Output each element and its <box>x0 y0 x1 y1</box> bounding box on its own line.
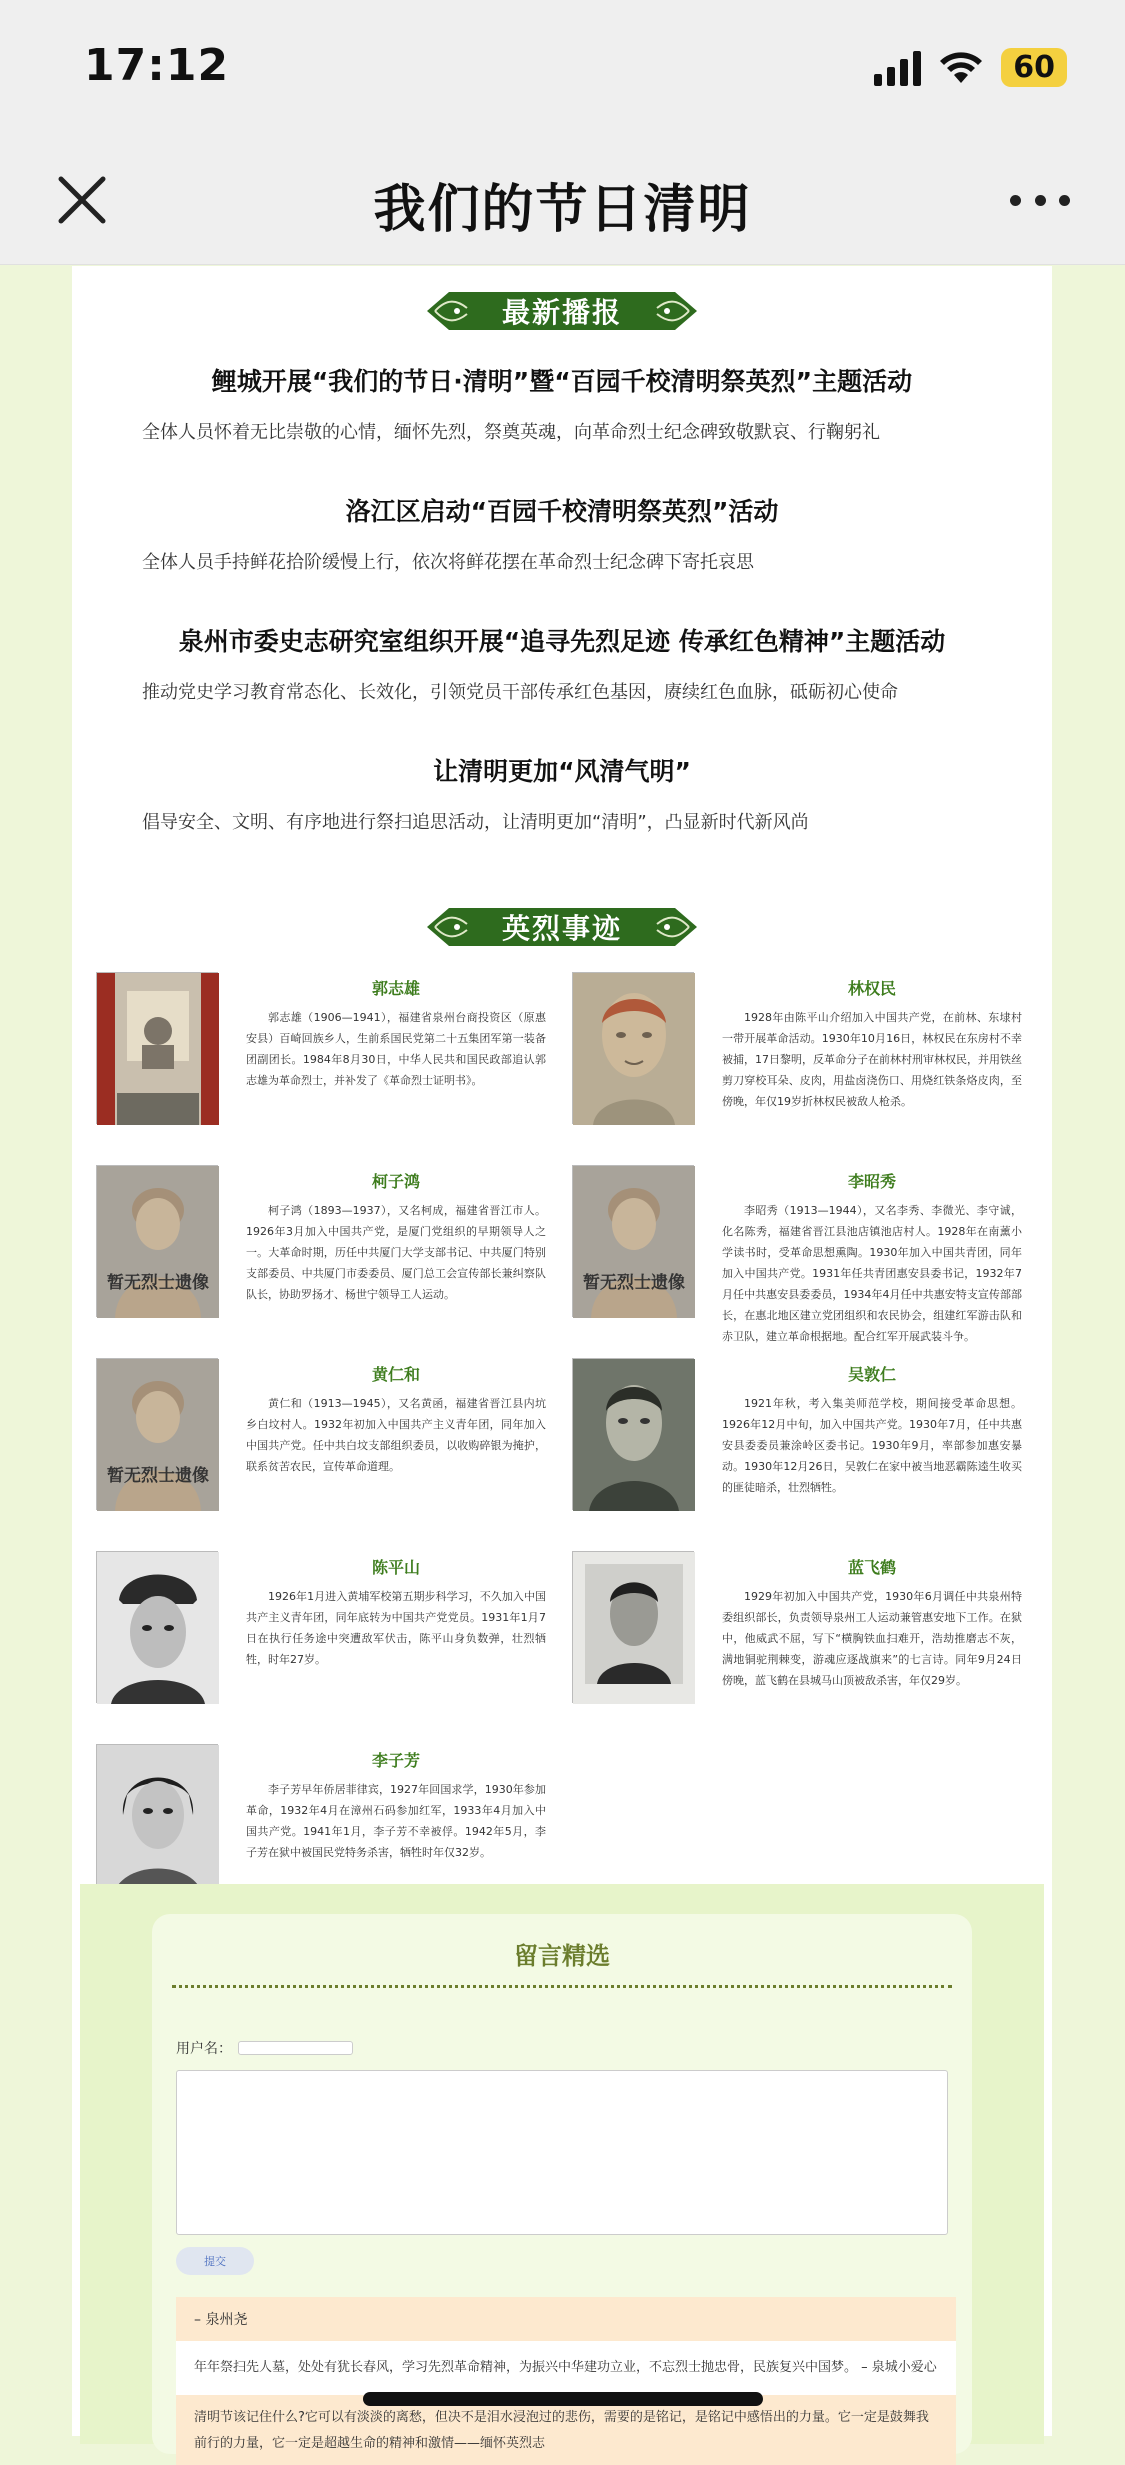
martyr-portrait <box>572 1551 694 1703</box>
martyr-portrait <box>96 1744 218 1896</box>
martyr-card <box>96 972 566 1147</box>
martyr-statue <box>96 1165 218 1317</box>
martyr-name[interactable]: 黄仁和 <box>371 1365 420 1384</box>
martyr-name[interactable]: 李昭秀 <box>847 1172 896 1191</box>
more-button[interactable] <box>1010 185 1070 215</box>
wifi-icon <box>939 51 983 85</box>
martyr-statue <box>96 1358 218 1510</box>
news-banner-title: 最新播报 <box>501 296 622 329</box>
martyr-portrait <box>96 1551 218 1703</box>
martyr-card <box>572 1165 1042 1343</box>
home-indicator[interactable] <box>363 2392 763 2406</box>
martyr-bio: 1926年1月进入黄埔军校第五期步科学习，不久加入中国共产主义青年团，同年底转为中国共产党党员。1931年1月7日在执行任务途中突遭敌军伏击，陈平山身负数弹，壮烈牺牲，时年27岁。 <box>246 1590 546 1666</box>
comment-list <box>176 2297 956 2465</box>
statue-caption: 暂无烈士遗像 <box>107 1273 209 1293</box>
comments-section <box>80 1884 1044 2451</box>
submit-button[interactable]: 提交 <box>176 2247 254 2275</box>
comments-title: 留言精选 <box>514 1941 610 1970</box>
martyr-card <box>96 1358 566 1533</box>
page-title: 我们的节日清明 <box>373 180 752 240</box>
martyr-photo-memorial-hall <box>96 972 218 1124</box>
martyr-name[interactable]: 吴敦仁 <box>847 1365 896 1384</box>
article-page <box>72 266 1052 2451</box>
martyr-name[interactable]: 蓝飞鹤 <box>847 1558 896 1577</box>
martyr-name[interactable]: 郭志雄 <box>371 979 420 998</box>
martyr-bio: 李子芳早年侨居菲律宾，1927年回国求学，1930年参加革命，1932年4月在漳州石码参加红军，1933年4月加入中国共产党。1941年1月，李子芳不幸被俘。1942年5月，李子芳在狱中被国民党特务杀害，牺牲时年仅32岁。 <box>246 1783 546 1859</box>
martyr-card <box>572 972 1042 1147</box>
nav-bar <box>0 135 1125 265</box>
comments-card <box>152 1914 972 2454</box>
comment-textarea[interactable] <box>176 2070 948 2235</box>
status-icons <box>874 48 1067 87</box>
news-desc: 推动党史学习教育常态化、长效化，引领党员干部传承红色基因，赓续红色血脉，砥砺初心使命 <box>142 682 898 703</box>
comment-text: 年年祭扫先人墓，处处有犹长春风，学习先烈革命精神，为振兴中华建功立业，不忘烈士抛忠骨，民族复兴中国梦。 – 泉城小爱心 <box>176 2341 956 2395</box>
martyr-bio: 1928年由陈平山介绍加入中国共产党，在前林、东埭村一带开展革命活动。1930年10月16日，林权民在东房村不幸被捕，17日黎明，反革命分子在前林村刑审林权民，并用铁丝剪刀穿校耳朵、皮肉，用盐卤浇伤口、用烧红铁条烙皮肉，至傍晚，年仅19岁折林权民被敌人枪杀。 <box>722 1011 1022 1108</box>
martyr-card <box>96 1551 566 1726</box>
news-title[interactable]: 鲤城开展“我们的节日·清明”暨“百园千校清明祭英烈”主题活动 <box>211 367 913 396</box>
news-desc: 全体人员怀着无比崇敬的心情，缅怀先烈，祭奠英魂，向革命烈士纪念碑致敬默哀、行鞠躬礼 <box>142 422 880 443</box>
status-bar <box>0 0 1125 135</box>
battery-indicator: 60 <box>1001 48 1067 87</box>
martyr-bio: 1921年秋，考入集美师范学校，期间接受革命思想。1926年12月中旬，加入中国共产党。1930年7月，任中共惠安县委委员兼涂岭区委书记。1930年9月，率部参加惠安暴动。1930年12月26日，吴敦仁在家中被当地恶霸陈逵生收买的匪徒暗杀，壮烈牺牲。 <box>722 1397 1022 1494</box>
statue-caption: 暂无烈士遗像 <box>107 1466 209 1486</box>
news-banner <box>427 288 697 334</box>
martyr-bio: 柯子鸿（1893—1937），又名柯成，福建省晋江市人。1926年3月加入中国共产党，是厦门党组织的早期领导人之一。大革命时期，历任中共厦门大学支部书记、中共厦门特别支部委员、中共厦门市委委员、厦门总工会宣传部长兼纠察队队长，协助罗扬才、杨世宁领导工人运动。 <box>246 1204 546 1301</box>
news-title[interactable]: 洛江区启动“百园千校清明祭英烈”活动 <box>345 497 779 526</box>
martyr-card <box>572 1551 1042 1726</box>
martyr-name[interactable]: 李子芳 <box>371 1751 420 1770</box>
signal-icon <box>874 50 921 86</box>
martyr-grid <box>72 972 1052 1932</box>
martyr-statue <box>572 1165 694 1317</box>
news-desc: 全体人员手持鲜花拾阶缓慢上行，依次将鲜花摆在革命烈士纪念碑下寄托哀思 <box>142 552 754 573</box>
status-time: 17:12 <box>84 40 230 91</box>
news-list <box>72 362 1052 834</box>
news-item[interactable] <box>112 752 1012 834</box>
more-icon-dot <box>1059 195 1070 206</box>
martyr-name[interactable]: 陈平山 <box>371 1558 420 1577</box>
news-title[interactable]: 让清明更加“风清气明” <box>433 757 691 786</box>
news-item[interactable] <box>112 492 1012 574</box>
statue-caption: 暂无烈士遗像 <box>583 1273 685 1293</box>
username-row <box>176 2038 972 2058</box>
martyrs-banner <box>427 904 697 950</box>
martyr-portrait <box>572 1358 694 1510</box>
martyr-bio: 李昭秀（1913—1944），又名李秀、李微光、李守诚，化名陈秀，福建省晋江县池店镇池店村人。1928年在南薰小学读书时，受革命思想熏陶。1930年加入中国共青团，同年加入中国共产党。1931年任共青团惠安县委书记，1932年7月任中共惠安县委委员，1934年4月任中共惠安特支宣传部部长，在惠北地区建立党团组织和农民协会，组建红军游击队和赤卫队，建立革命根据地。配合红军开展武装斗争。 <box>722 1204 1022 1343</box>
comment-text: 清明节该记住什么?它可以有淡淡的离愁，但决不是泪水浸泡过的悲伤，需要的是铭记，是铭记中感悟出的力量。它一定是鼓舞我前行的力量，它一定是超越生命的精神和激情——缅怀英烈志 <box>176 2395 956 2465</box>
martyr-bio: 1929年初加入中国共产党，1930年6月调任中共泉州特委组织部长，负责领导泉州工人运动兼管惠安地下工作。在狱中，他威武不屈，写下“横胸铁血扫难开，浩劫推磨志不灰，满地铜驼荆棘变，游魂应逐战旗来”的七言诗。同年9月24日傍晚，蓝飞鹤在县城马山顶被敌杀害，年仅29岁。 <box>722 1590 1022 1687</box>
martyrs-banner-title: 英烈事迹 <box>501 912 622 945</box>
news-item[interactable] <box>112 622 1012 704</box>
martyr-name[interactable]: 林权民 <box>847 979 896 998</box>
martyr-portrait <box>572 972 694 1124</box>
martyr-card <box>572 1358 1042 1533</box>
martyr-bio: 郭志雄（1906—1941），福建省泉州台商投资区（原惠安县）百崎回族乡人，生前系国民党第二十五集团军第一装备团副团长。1984年8月30日，中华人民共和国民政部追认郭志雄为革命烈士，并补发了《革命烈士证明书》。 <box>246 1011 546 1087</box>
more-icon <box>1010 195 1021 206</box>
news-title[interactable]: 泉州市委史志研究室组织开展“追寻先烈足迹 传承红色精神”主题活动 <box>178 627 946 656</box>
username-label: 用户名： <box>176 2041 232 2057</box>
martyr-bio: 黄仁和（1913—1945），又名黄函，福建省晋江县内坑乡白坟村人。1932年初加入中国共产主义青年团，同年加入中国共产党。任中共白坟支部组织委员，以收购碎银为掩护，联系贫苦农民，宣传革命道理。 <box>246 1397 546 1473</box>
more-icon-dot <box>1035 195 1046 206</box>
news-item[interactable] <box>112 362 1012 444</box>
divider <box>172 1985 952 1988</box>
martyr-name[interactable]: 柯子鸿 <box>371 1172 420 1191</box>
comment-author: – 泉州尧 <box>176 2297 956 2341</box>
martyr-card <box>96 1165 566 1340</box>
username-input[interactable] <box>238 2041 353 2055</box>
news-desc: 倡导安全、文明、有序地进行祭扫追思活动，让清明更加“清明”，凸显新时代新风尚 <box>142 812 809 833</box>
